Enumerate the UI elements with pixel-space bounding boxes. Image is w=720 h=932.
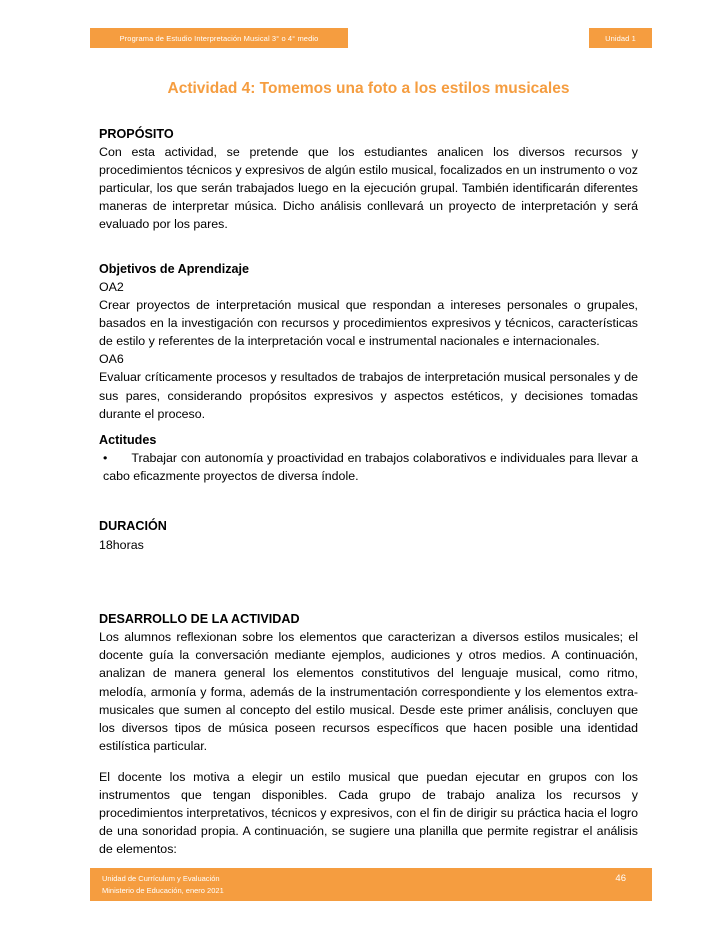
- unit-label: Unidad 1: [605, 33, 636, 43]
- section-proposito: [99, 125, 638, 234]
- actitud-text: Trabajar con autonomía y proactividad en trabajos colaborativos e individuales para llevar a cabo eficazmente proyectos de diversa índole.: [103, 451, 638, 484]
- objetivos-heading: Objetivos de Aprendizaje: [99, 261, 249, 276]
- program-title-bar: [90, 28, 348, 48]
- footer-org-line1: Unidad de Currículum y Evaluación: [102, 874, 220, 883]
- duracion-value: 18horas: [99, 537, 144, 552]
- duracion-heading: DURACIÓN: [99, 519, 167, 534]
- section-duracion: [99, 517, 638, 553]
- footer: [90, 868, 652, 901]
- oa6-paragraph: Evaluar críticamente procesos y resultados de trabajos de interpretación musical personales y de sus pares, considerando propósitos expresivos y aspectos estéticos, y decisiones tomadas durante el proceso.: [99, 370, 638, 421]
- section-objetivos: [99, 260, 638, 423]
- desarrollo-paragraph-1: Los alumnos reflexionan sobre los elementos que caracterizan a diversos estilos musicales; el docente guía la conversación mediante ejemplos, audiciones y otros medios. A continuación, analizan de manera general los elementos constitutivos del lenguaje musical, como ritmo, melodía, armonía y forma, además de la instrumentación correspondiente y los elementos extra-musicales que sumen al concepto del estilo musical. Desde este primer análisis, concluyen que los diversos tipos de música poseen recursos específicos que hacen posible una identidad estilística particular.: [99, 630, 638, 753]
- footer-org-block: [102, 873, 224, 898]
- proposito-heading: PROPÓSITO: [99, 126, 174, 141]
- oa2-paragraph: Crear proyectos de interpretación musical que respondan a intereses personales o grupales, basados en la investigación con recursos y procedimientos expresivos y técnicos, características de estilo y referentes de la interpretación vocal e instrumental nacionales e internacionales.: [99, 298, 638, 349]
- proposito-paragraph: Con esta actividad, se pretende que los estudiantes analicen los diversos recursos y procedimientos técnicos y expresivos de algún estilo musical, focalizados en un instrumento o voz particular, los que serán trabajados luego en la ejecución grupal. También identificarán diferentes maneras de interpretar música. Dicho análisis conllevará un proyecto de interpretación y será evaluado por los pares.: [99, 145, 638, 232]
- actitudes-list: [99, 449, 638, 485]
- section-desarrollo: [99, 610, 638, 859]
- unit-bar: [589, 28, 652, 48]
- footer-org-line2: Ministerio de Educación, enero 2021: [102, 886, 224, 896]
- actitudes-list-item: [99, 449, 638, 485]
- oa2-label: OA2: [99, 279, 124, 294]
- document-content: [99, 78, 638, 859]
- desarrollo-paragraph-2: El docente los motiva a elegir un estilo musical que puedan ejecutar en grupos con los instrumentos que tengan disponibles. Cada grupo de trabajo analiza los recursos y procedimientos interpretativos, técnicos y expresivos, con el fin de dirigir su práctica hacia el logro de una sonoridad propia. A continuación, se sugiere una planilla que permite registrar el análisis de elementos:: [99, 770, 638, 857]
- page-number: 46: [615, 873, 626, 884]
- section-actitudes: [99, 431, 638, 486]
- bullet-icon: •: [103, 451, 108, 466]
- actitudes-heading: Actitudes: [99, 432, 157, 447]
- desarrollo-heading: DESARROLLO DE LA ACTIVIDAD: [99, 611, 300, 626]
- activity-title: Actividad 4: Tomemos una foto a los estilos musicales: [167, 80, 570, 97]
- oa6-label: OA6: [99, 352, 124, 367]
- program-title-label: Programa de Estudio Interpretación Musical 3° o 4° medio: [119, 33, 319, 43]
